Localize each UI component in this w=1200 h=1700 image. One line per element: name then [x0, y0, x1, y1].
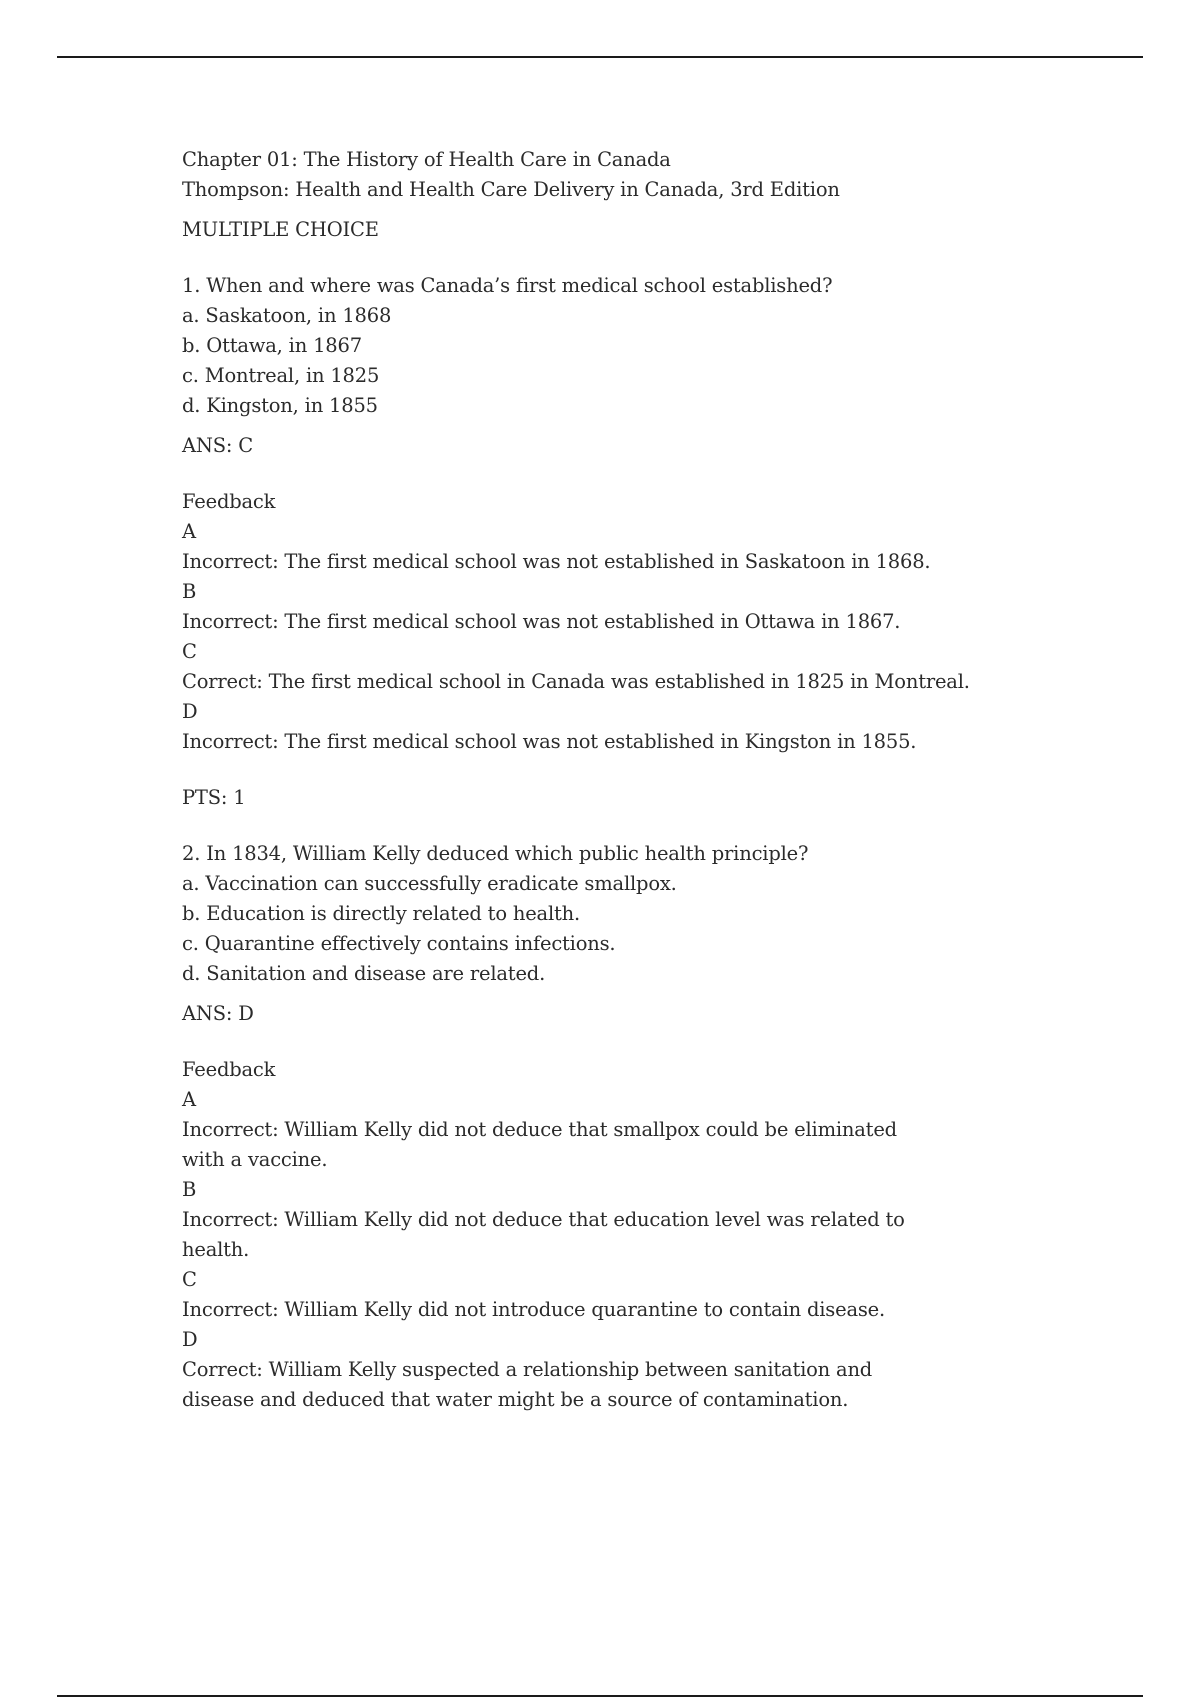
feedback-text-b: Incorrect: The first medical school was not established in Ottawa in 1867. [182, 610, 901, 633]
option-a: a. Vaccination can successfully eradicate smallpox. [182, 872, 677, 895]
feedback-letter-d: D [182, 700, 198, 723]
feedback-label: Feedback [182, 1058, 276, 1081]
feedback-text-c: Incorrect: William Kelly did not introduce quarantine to contain disease. [182, 1298, 886, 1321]
feedback-letter-b: B [182, 1178, 197, 1201]
bottom-rule [57, 1695, 1143, 1697]
feedback-letter-c: C [182, 640, 197, 663]
feedback-letter-d: D [182, 1328, 198, 1351]
question-stem: 1. When and where was Canada’s first medical school established? [182, 274, 833, 297]
feedback-text-d: Incorrect: The first medical school was not established in Kingston in 1855. [182, 730, 917, 753]
option-d: d. Kingston, in 1855 [182, 394, 378, 417]
feedback-text-a: Incorrect: The first medical school was not established in Saskatoon in 1868. [182, 550, 931, 573]
feedback-letter-a: A [182, 520, 196, 543]
option-b: b. Education is directly related to health. [182, 902, 581, 925]
feedback-text-b: Incorrect: William Kelly did not deduce that education level was related to health. [182, 1208, 905, 1261]
feedback-text-c: Correct: The first medical school in Canada was established in 1825 in Montreal. [182, 670, 970, 693]
feedback-text-a: Incorrect: William Kelly did not deduce that smallpox could be eliminated with a vaccine. [182, 1118, 897, 1171]
question-1 [182, 271, 1082, 813]
answer: ANS: D [182, 1002, 254, 1025]
feedback-text-d: Correct: William Kelly suspected a relationship between sanitation and disease and deduced that water might be a source of contamination. [182, 1358, 873, 1411]
feedback-letter-a: A [182, 1088, 196, 1111]
option-b: b. Ottawa, in 1867 [182, 334, 362, 357]
document-page [182, 145, 1082, 1415]
feedback-label: Feedback [182, 490, 276, 513]
question-stem: 2. In 1834, William Kelly deduced which public health principle? [182, 842, 809, 865]
answer: ANS: C [182, 434, 253, 457]
option-d: d. Sanitation and disease are related. [182, 962, 546, 985]
option-a: a. Saskatoon, in 1868 [182, 304, 392, 327]
option-c: c. Montreal, in 1825 [182, 364, 380, 387]
option-c: c. Quarantine effectively contains infections. [182, 932, 616, 955]
chapter-title: Chapter 01: The History of Health Care in Canada [182, 148, 671, 171]
feedback-letter-b: B [182, 580, 197, 603]
points: PTS: 1 [182, 786, 246, 809]
question-2 [182, 839, 1082, 1415]
book-title: Thompson: Health and Health Care Delivery in Canada, 3rd Edition [182, 178, 840, 201]
section-label: MULTIPLE CHOICE [182, 218, 379, 241]
top-rule [57, 56, 1143, 58]
feedback-letter-c: C [182, 1268, 197, 1291]
